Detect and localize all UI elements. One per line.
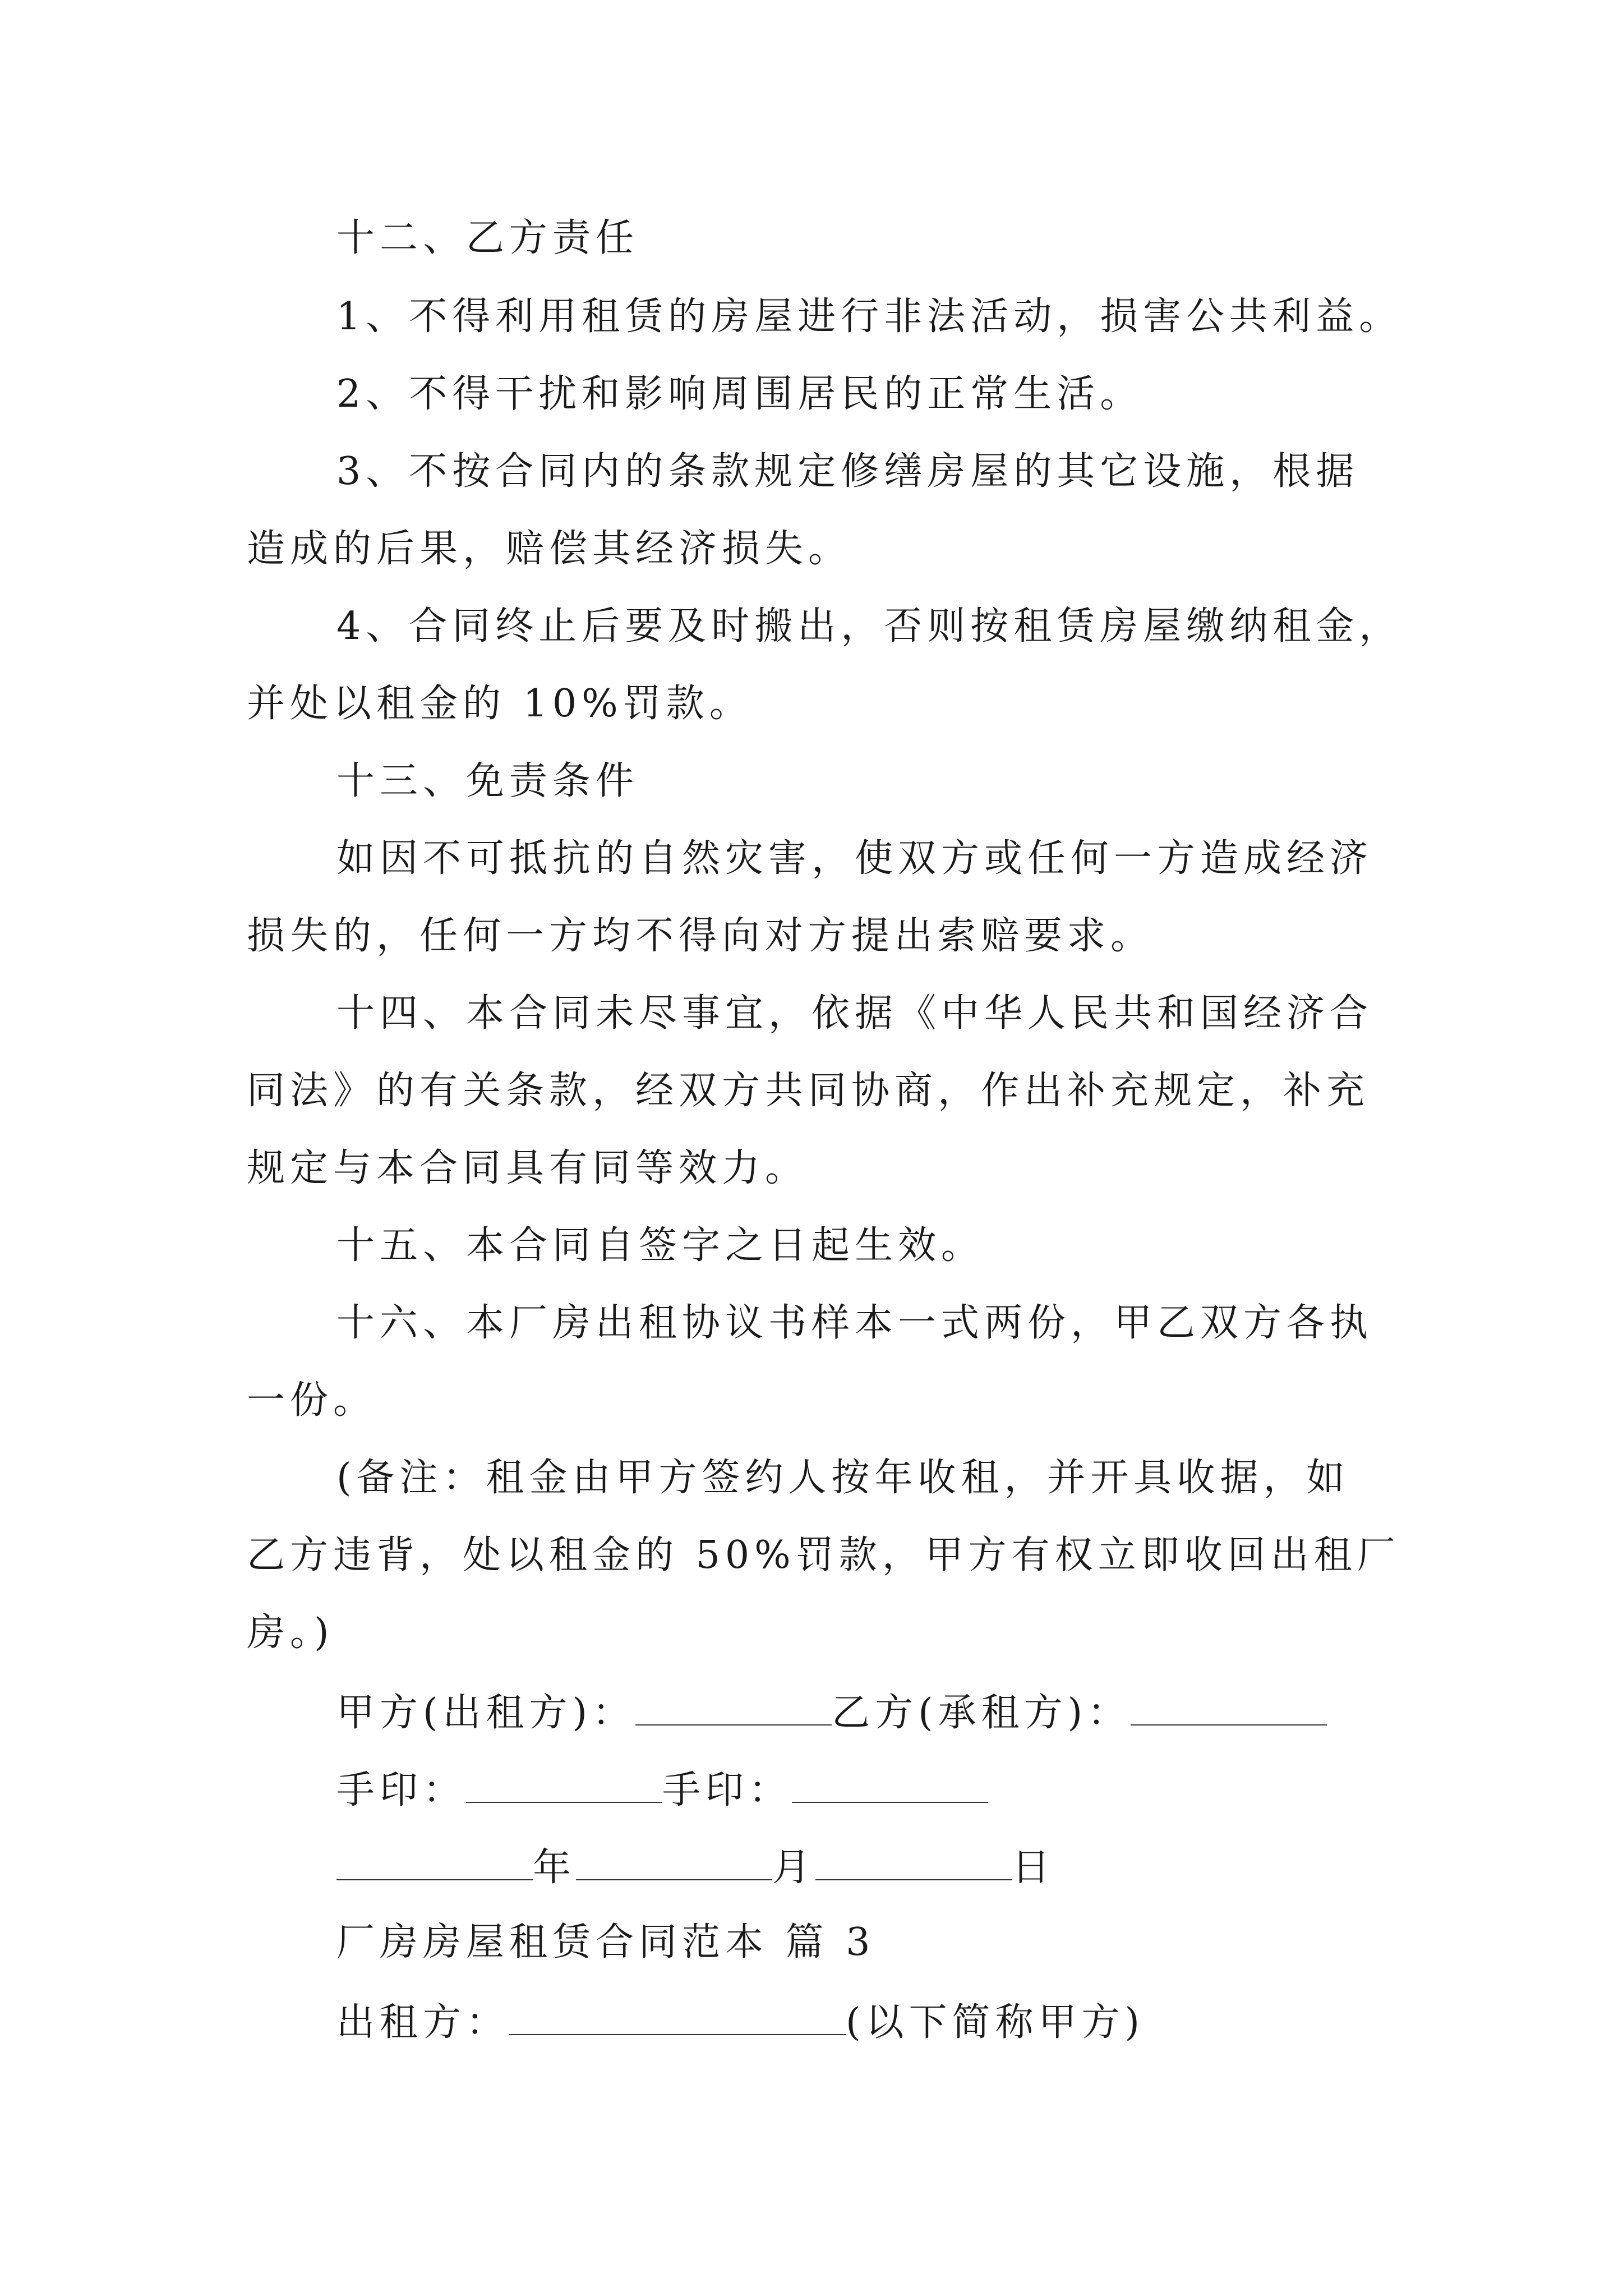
lessor-row: [336, 1995, 1481, 2048]
clause-fourteen-line-2: 同法》的有关条款，经双方共同协商，作出补充规定，补充: [247, 1069, 1370, 1113]
clause-twelve-4-line-1: 4、合同终止后要及时搬出，否则按租赁房屋缴纳租金，: [336, 604, 1403, 648]
party-a-blank: [635, 1685, 832, 1726]
month-blank: [576, 1840, 772, 1880]
remark-line-1: (备注：租金由甲方签约人按年收租，并开具收据，如: [336, 1456, 1350, 1500]
remark-line-3: 房。): [247, 1611, 334, 1655]
party-signature-row: [336, 1685, 1481, 1738]
date-row: [336, 1840, 1481, 1893]
clause-sixteen-line-2: 一份。: [247, 1378, 377, 1423]
party-b-blank: [1131, 1685, 1327, 1726]
party-b-label: 乙方(承租方)：: [832, 1691, 1131, 1735]
lessor-label: 出租方：: [336, 2000, 510, 2045]
seal-a-label: 手印：: [336, 1768, 467, 1812]
seal-a-blank: [466, 1763, 662, 1803]
section-heading-twelve: 十二、乙方责任: [336, 216, 639, 260]
lessor-suffix: (以下简称甲方): [846, 2000, 1145, 2045]
clause-twelve-2: 2、不得干扰和影响周围居民的正常生活。: [336, 372, 1144, 416]
clause-twelve-1: 1、不得利用租赁的房屋进行非法活动，损害公共利益。: [336, 295, 1403, 339]
month-label: 月: [772, 1846, 816, 1890]
seal-signature-row: [336, 1763, 1481, 1816]
seal-b-blank: [792, 1763, 988, 1803]
lessor-blank: [509, 1995, 846, 2035]
section-heading-thirteen: 十三、免责条件: [336, 759, 639, 803]
seal-b-label: 手印：: [662, 1768, 792, 1812]
clause-twelve-4-line-2: 并处以租金的 10%罚款。: [247, 682, 753, 726]
clause-fourteen-line-3: 规定与本合同具有同等效力。: [247, 1146, 809, 1190]
clause-thirteen-line-2: 损失的，任何一方均不得向对方提出索赔要求。: [247, 914, 1154, 958]
clause-twelve-3-line-1: 3、不按合同内的条款规定修缮房屋的其它设施，根据: [336, 449, 1359, 494]
clause-sixteen-line-1: 十六、本厂房出租协议书样本一式两份，甲乙双方各执: [336, 1301, 1373, 1345]
year-blank: [336, 1840, 533, 1880]
clause-thirteen-line-1: 如因不可抵抗的自然灾害，使双方或任何一方造成经济: [336, 836, 1373, 881]
clause-fifteen: 十五、本合同自签字之日起生效。: [336, 1223, 985, 1268]
year-label: 年: [533, 1846, 577, 1890]
day-label: 日: [1012, 1846, 1055, 1890]
section-title: 厂房房屋租赁合同范本 篇 3: [336, 1920, 875, 1964]
remark-line-2: 乙方违背，处以租金的 50%罚款，甲方有权立即收回出租厂: [247, 1533, 1400, 1577]
party-a-label: 甲方(出租方)：: [336, 1691, 636, 1735]
clause-fourteen-line-1: 十四、本合同未尽事宜，依据《中华人民共和国经济合: [336, 991, 1373, 1036]
day-blank: [815, 1840, 1012, 1880]
clause-twelve-3-line-2: 造成的后果，赔偿其经济损失。: [247, 527, 852, 571]
